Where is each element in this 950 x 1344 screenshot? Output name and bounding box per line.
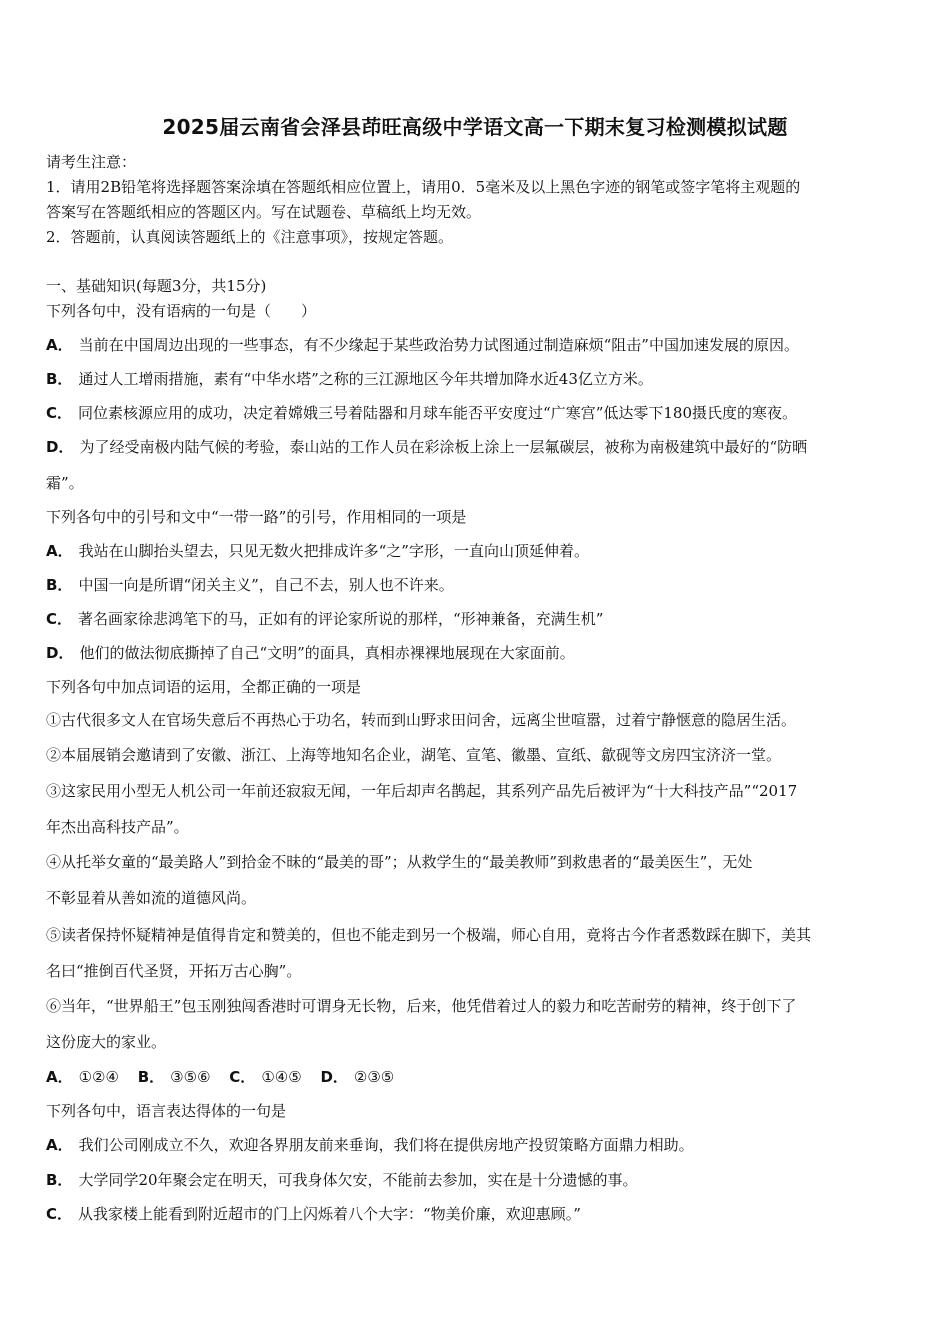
statement-line: ③这家民用小型无人机公司一年前还寂寂无闻，一年后却声名鹊起，其系列产品先后被评为“十大科技产品”“2017: [46, 782, 798, 800]
option-label: B．: [46, 370, 73, 388]
option-text: 中国一向是所谓“闭关主义”，自己不去，别人也不许来。: [78, 576, 454, 594]
notice-item: 2．答题前，认真阅读答题纸上的《注意事项》，按规定答题。: [46, 228, 454, 246]
option-c: [229, 1068, 301, 1086]
notice-item: 1．请用2B铅笔将选择题答案涂填在答题纸相应位置上，请用0．5毫米及以上黑色字迹的钢笔或签字笔将主观题的: [46, 178, 801, 196]
question-stem: 下列各句中的引号和文中“一带一路”的引号，作用相同的一项是: [46, 508, 467, 526]
option-a: [46, 1135, 916, 1155]
option-label: B．: [46, 576, 73, 594]
statement-line: ②本届展销会邀请到了安徽、浙江、上海等地知名企业，湖笔、宣笔、徽墨、宣纸、歙砚等文房四宝济济一堂。: [46, 746, 782, 764]
option-text: 为了经受南极内陆气候的考验，泰山站的工作人员在彩涂板上涂上一层氟碳层，被称为南极建筑中最好的“防晒: [79, 438, 808, 456]
option-c: [46, 1204, 916, 1224]
section-heading: 一、基础知识(每题3分，共15分): [46, 277, 267, 295]
page-title: 2025届云南省会泽县茚旺高级中学语文高一下期末复习检测模拟试题: [162, 115, 788, 139]
option-c: [46, 403, 916, 423]
statement-line: ⑤读者保持怀疑精神是值得肯定和赞美的，但也不能走到另一个极端，师心自用，竟将古今作者悉数踩在脚下，美其: [46, 926, 812, 944]
statement-line: ④从托举女童的“最美路人”到拾金不昧的“最美的哥”；从救学生的“最美教师”到救患者的“最美医生”，无处: [46, 853, 753, 871]
statement-line: ①古代很多文人在官场失意后不再热心于功名，转而到山野求田问舍，远离尘世喧嚣，过着宁静惬意的隐居生活。: [46, 711, 797, 729]
option-d: [46, 643, 916, 663]
notice-item: 答案写在答题纸相应的答题区内。写在试题卷、草稿纸上均无效。: [46, 203, 482, 221]
option-label: A．: [46, 1136, 73, 1154]
option-b: [46, 1170, 916, 1190]
option-text: ①④⑤: [261, 1068, 302, 1086]
option-label: B．: [46, 1171, 73, 1189]
option-c: [46, 609, 916, 629]
option-text: 通过人工增雨措施，素有“中华水塔”之称的三江源地区今年共增加降水近43亿立方米。: [78, 370, 653, 388]
option-text: 大学同学20年聚会定在明天，可我身体欠安，不能前去参加，实在是十分遗憾的事。: [78, 1171, 638, 1189]
option-text: 我站在山脚抬头望去，只见无数火把排成许多“之”字形，一直向山顶延伸着。: [78, 542, 589, 560]
option-b: [46, 369, 916, 389]
statement-line: ⑥当年，“世界船王”包玉刚独闯香港时可谓身无长物，后来，他凭借着过人的毅力和吃苦耐劳的精神，终于创下了: [46, 997, 797, 1015]
option-label: C．: [46, 404, 73, 422]
option-a: [46, 335, 916, 355]
option-label: D．: [46, 438, 74, 456]
option-label: C．: [229, 1068, 256, 1086]
option-text: 当前在中国周边出现的一些事态，有不少缘起于某些政治势力试图通过制造麻烦“阻击”中国加速发展的原因。: [78, 336, 799, 354]
statement-line: 这份庞大的家业。: [46, 1033, 167, 1051]
option-b: [46, 575, 916, 595]
option-d: [320, 1068, 394, 1086]
option-text: 从我家楼上能看到附近超市的门上闪烁着八个大字：“物美价廉，欢迎惠顾。”: [78, 1205, 581, 1223]
option-text: ②③⑤: [353, 1068, 395, 1086]
question-stem: 下列各句中，没有语病的一句是（ ）: [46, 302, 317, 320]
option-text: ①②④: [78, 1068, 119, 1086]
option-label: C．: [46, 1205, 73, 1223]
option-text: 著名画家徐悲鸿笔下的马，正如有的评论家所说的那样，“形神兼备，充满生机”: [78, 610, 604, 628]
option-b: [138, 1068, 211, 1086]
option-row: [46, 1067, 916, 1087]
question-stem: 下列各句中加点词语的运用，全都正确的一项是: [46, 678, 362, 696]
option-a: [46, 1068, 119, 1086]
notice-heading: 请考生注意：: [46, 153, 137, 171]
option-a: [46, 541, 916, 561]
option-d: [46, 437, 916, 457]
question-stem: 下列各句中，语言表达得体的一句是: [46, 1102, 287, 1120]
option-text: 同位素核源应用的成功，决定着嫦娥三号着陆器和月球车能否平安度过“广寒宫”低达零下180摄氏度的寒夜。: [78, 404, 797, 422]
option-label: B．: [137, 1068, 165, 1086]
option-label: A．: [46, 336, 73, 354]
option-label: A．: [46, 1068, 73, 1086]
option-text: 我们公司刚成立不久，欢迎各界朋友前来垂询，我们将在提供房地产投贸策略方面鼎力相助。: [78, 1136, 694, 1154]
statement-line: 不彰显着从善如流的道德风尚。: [46, 889, 257, 907]
statement-line: 名曰“推倒百代圣贤，开拓万古心胸”。: [46, 962, 302, 980]
option-text: 他们的做法彻底撕掉了自己“文明”的面具，真相赤裸裸地展现在大家面前。: [79, 644, 575, 662]
option-label: D．: [320, 1068, 348, 1086]
option-d-continuation: 霜”。: [46, 474, 84, 492]
statement-line: 年杰出高科技产品”。: [46, 818, 189, 836]
option-label: D．: [46, 644, 74, 662]
option-label: A．: [46, 542, 73, 560]
option-text: ③⑤⑥: [170, 1068, 211, 1086]
option-label: C．: [46, 610, 73, 628]
